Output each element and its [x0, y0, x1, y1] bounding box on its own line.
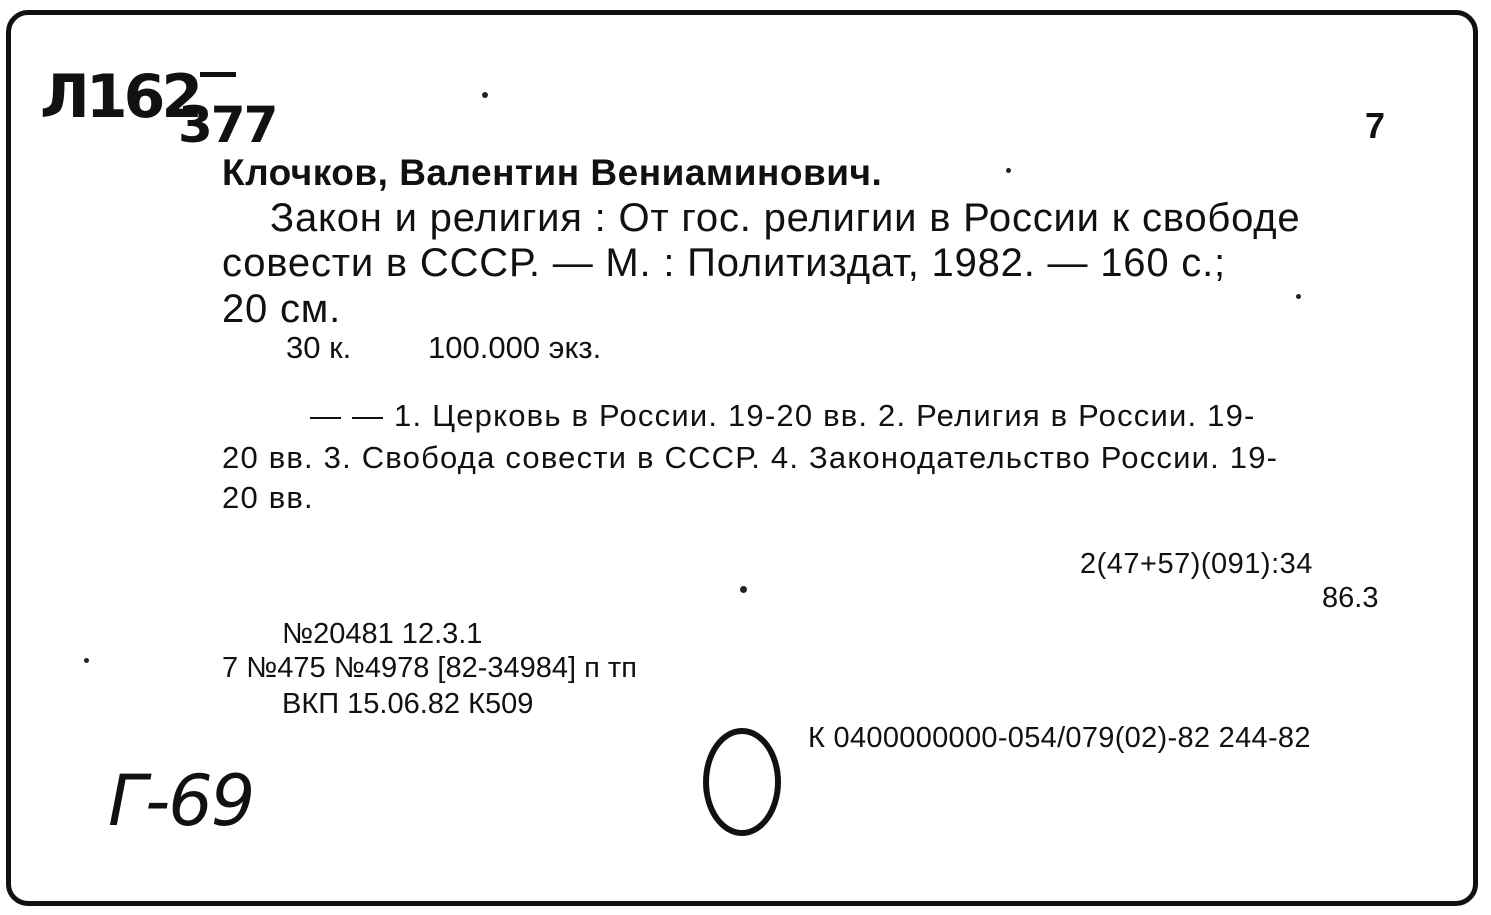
author-heading: Клочков, Валентин Вениаминович.	[222, 152, 883, 193]
subject-line-3: 20 вв.	[222, 480, 314, 515]
bbk-classification: 86.3	[1322, 582, 1379, 614]
udc-classification: 2(47+57)(091):34	[1080, 548, 1313, 580]
shelf-mark-overline	[200, 72, 236, 77]
title-line-3: 20 см.	[222, 287, 342, 331]
scan-speck	[740, 586, 747, 593]
scan-speck	[1006, 168, 1011, 173]
handwritten-note: Г-69	[108, 760, 254, 842]
punch-hole	[703, 728, 781, 836]
scan-speck	[482, 92, 488, 98]
publisher-index-code: К 0400000000-054/079(02)-82 244-82	[808, 722, 1311, 754]
registration-line-3: ВКП 15.06.82 К509	[282, 688, 534, 720]
title-line-1: Закон и религия : От гос. религии в России к свободе	[270, 196, 1301, 240]
title-line-2: совести в СССР. — М. : Политиздат, 1982. — 160 с.;	[222, 241, 1226, 285]
handwritten-shelf-sub: 377	[178, 96, 277, 154]
card-number: 7	[1365, 105, 1386, 146]
price: 30 к.	[286, 330, 352, 365]
registration-line-1: №20481 12.3.1	[282, 618, 483, 650]
registration-line-2: 7 №475 №4978 [82-34984] п тп	[222, 652, 637, 684]
scan-speck	[84, 658, 89, 663]
subject-line-2: 20 вв. 3. Свобода совести в СССР. 4. Законодательство России. 19-	[222, 440, 1279, 475]
subject-line-1: — — 1. Церковь в России. 19-20 вв. 2. Религия в России. 19-	[310, 398, 1256, 433]
handwritten-shelf-mark: Л162	[40, 62, 200, 132]
scan-speck	[1296, 294, 1301, 299]
print-run: 100.000 экз.	[428, 330, 602, 365]
